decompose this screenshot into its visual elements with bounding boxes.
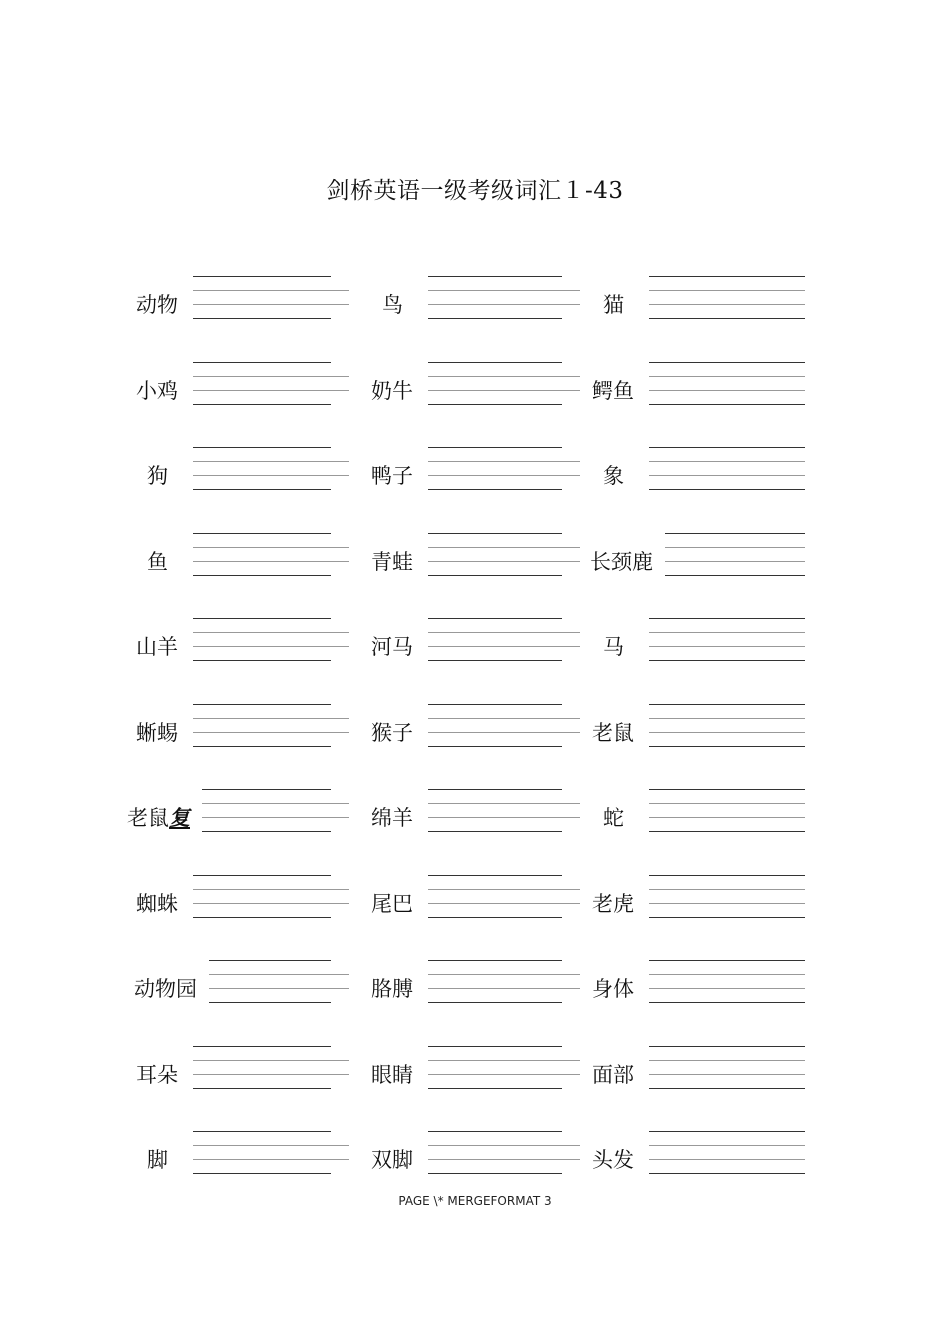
vocab-word xyxy=(371,375,413,405)
vocab-word xyxy=(592,888,634,918)
writing-line xyxy=(649,1159,805,1160)
vocab-word-text: 头发 xyxy=(592,1148,634,1172)
vocab-word-text: 山羊 xyxy=(136,635,178,659)
writing-line xyxy=(649,1046,805,1047)
writing-line xyxy=(209,1002,331,1003)
writing-line xyxy=(428,362,562,363)
vocab-word-text: 狗 xyxy=(147,464,168,488)
vocab-word-text: 蜥蜴 xyxy=(136,720,178,745)
vocab-word-text: 面部 xyxy=(592,1062,634,1087)
vocab-word xyxy=(147,546,168,576)
writing-line xyxy=(193,318,331,319)
vocab-row xyxy=(0,517,950,603)
writing-line xyxy=(428,718,580,719)
vocab-word xyxy=(592,973,634,1003)
writing-line xyxy=(428,1060,580,1061)
writing-line xyxy=(193,304,349,305)
vocab-word-text: 动物园 xyxy=(134,977,197,1001)
writing-line xyxy=(649,746,805,747)
writing-line xyxy=(193,660,331,661)
writing-line xyxy=(649,875,805,876)
writing-line xyxy=(649,988,805,989)
vocab-word xyxy=(147,1144,168,1174)
vocab-word xyxy=(592,375,634,405)
writing-line xyxy=(649,475,805,476)
vocab-word-text: 尾巴 xyxy=(371,891,413,916)
writing-line xyxy=(193,290,349,291)
vocab-word xyxy=(134,973,197,1003)
writing-line xyxy=(649,618,805,619)
writing-line xyxy=(649,917,805,918)
vocab-word-text: 长颈鹿 xyxy=(590,549,653,574)
writing-line xyxy=(649,704,805,705)
writing-line xyxy=(649,803,805,804)
writing-line xyxy=(202,817,349,818)
writing-line xyxy=(665,575,805,576)
writing-line xyxy=(202,803,349,804)
vocab-word xyxy=(371,888,413,918)
writing-line xyxy=(649,290,805,291)
writing-line xyxy=(193,547,349,548)
writing-line xyxy=(428,475,580,476)
writing-line xyxy=(428,803,580,804)
vocab-word xyxy=(136,289,178,319)
writing-line xyxy=(428,974,580,975)
writing-line xyxy=(649,1060,805,1061)
writing-line xyxy=(649,376,805,377)
writing-line xyxy=(428,1088,562,1089)
writing-line xyxy=(428,489,562,490)
vocab-word xyxy=(127,802,190,832)
writing-line xyxy=(649,646,805,647)
writing-line xyxy=(665,533,805,534)
vocab-word-text: 脚 xyxy=(147,1148,168,1172)
writing-line xyxy=(649,276,805,277)
writing-line xyxy=(193,390,349,391)
writing-line xyxy=(193,461,349,462)
writing-line xyxy=(649,1074,805,1075)
writing-line xyxy=(193,903,349,904)
writing-line xyxy=(649,489,805,490)
writing-line xyxy=(193,889,349,890)
vocab-word xyxy=(136,888,178,918)
review-mark: 复 xyxy=(169,805,190,830)
writing-line xyxy=(428,575,562,576)
vocab-word-text: 胳膊 xyxy=(371,977,413,1001)
vocab-word xyxy=(136,1059,178,1089)
vocab-word xyxy=(603,460,624,490)
vocab-word-text: 奶牛 xyxy=(371,378,413,403)
vocab-word xyxy=(136,717,178,747)
writing-line xyxy=(665,561,805,562)
writing-line xyxy=(428,618,562,619)
vocabulary-grid xyxy=(0,260,950,1201)
writing-line xyxy=(193,276,331,277)
vocab-row xyxy=(0,602,950,688)
writing-line xyxy=(649,974,805,975)
writing-line xyxy=(193,489,331,490)
vocab-word-text: 鳄鱼 xyxy=(592,378,634,403)
writing-line xyxy=(428,889,580,890)
writing-line xyxy=(428,1002,562,1003)
writing-line xyxy=(193,1173,331,1174)
writing-line xyxy=(193,362,331,363)
writing-line xyxy=(428,917,562,918)
writing-line xyxy=(649,1088,805,1089)
writing-line xyxy=(649,404,805,405)
writing-line xyxy=(428,660,562,661)
writing-line xyxy=(209,988,349,989)
writing-line xyxy=(193,1159,349,1160)
vocab-word xyxy=(592,1059,634,1089)
vocab-word-text: 绵羊 xyxy=(371,806,413,830)
writing-line xyxy=(649,831,805,832)
vocab-word xyxy=(603,631,624,661)
writing-line xyxy=(193,632,349,633)
writing-line xyxy=(193,718,349,719)
vocab-word-text: 鸭子 xyxy=(371,464,413,488)
writing-line xyxy=(649,817,805,818)
writing-line xyxy=(428,1173,562,1174)
writing-line xyxy=(193,917,331,918)
writing-line xyxy=(193,447,331,448)
writing-line xyxy=(428,646,580,647)
vocab-word xyxy=(371,631,413,661)
writing-line xyxy=(193,646,349,647)
vocab-word-text: 河马 xyxy=(371,635,413,659)
vocab-word-text: 猫 xyxy=(603,293,624,317)
vocab-word xyxy=(592,717,634,747)
page-title: 剑桥英语一级考级词汇１-43 xyxy=(326,178,624,204)
writing-line xyxy=(209,960,331,961)
writing-line xyxy=(428,276,562,277)
vocab-word-text: 马 xyxy=(603,635,624,659)
vocab-word xyxy=(590,546,653,576)
writing-line xyxy=(428,318,562,319)
writing-line xyxy=(193,618,331,619)
writing-line xyxy=(193,1074,349,1075)
writing-line xyxy=(193,575,331,576)
writing-line xyxy=(649,362,805,363)
vocab-word xyxy=(371,1059,413,1089)
writing-line xyxy=(428,447,562,448)
writing-line xyxy=(428,404,562,405)
writing-line xyxy=(649,1002,805,1003)
writing-line xyxy=(428,960,562,961)
writing-line xyxy=(649,632,805,633)
vocab-word-text: 象 xyxy=(603,464,624,488)
writing-line xyxy=(428,632,580,633)
vocab-word-text: 动物 xyxy=(136,293,178,317)
writing-line xyxy=(193,533,331,534)
vocab-row xyxy=(0,944,950,1030)
writing-line xyxy=(649,889,805,890)
vocab-word xyxy=(371,1144,413,1174)
writing-line xyxy=(428,817,580,818)
writing-line xyxy=(649,1131,805,1132)
writing-line xyxy=(649,660,805,661)
writing-line xyxy=(193,1046,331,1047)
vocab-word xyxy=(371,973,413,1003)
writing-line xyxy=(649,461,805,462)
writing-line xyxy=(428,376,580,377)
vocab-word xyxy=(603,289,624,319)
writing-line xyxy=(202,831,331,832)
writing-line xyxy=(193,475,349,476)
vocab-word-text: 小鸡 xyxy=(136,378,178,403)
writing-line xyxy=(193,561,349,562)
vocab-word xyxy=(371,717,413,747)
vocab-word-text: 双脚 xyxy=(371,1148,413,1172)
writing-line xyxy=(428,290,580,291)
writing-line xyxy=(649,903,805,904)
vocab-word xyxy=(147,460,168,490)
vocab-row xyxy=(0,431,950,517)
writing-line xyxy=(649,1173,805,1174)
vocab-word xyxy=(371,802,413,832)
writing-line xyxy=(202,789,331,790)
writing-line xyxy=(428,1074,580,1075)
writing-line xyxy=(649,390,805,391)
writing-line xyxy=(428,461,580,462)
writing-line xyxy=(649,318,805,319)
writing-line xyxy=(428,746,562,747)
writing-line xyxy=(193,875,331,876)
writing-line xyxy=(428,988,580,989)
writing-line xyxy=(193,1060,349,1061)
vocab-word-text: 青蛙 xyxy=(371,549,413,574)
vocab-word-text: 蛇 xyxy=(603,806,624,830)
writing-line xyxy=(428,789,562,790)
vocab-word xyxy=(592,1144,634,1174)
writing-line xyxy=(428,547,580,548)
vocab-word-text: 眼睛 xyxy=(371,1062,413,1087)
writing-line xyxy=(193,404,331,405)
writing-line xyxy=(428,732,580,733)
writing-line xyxy=(193,732,349,733)
writing-line xyxy=(428,533,562,534)
writing-line xyxy=(428,561,580,562)
writing-line xyxy=(649,732,805,733)
vocab-row xyxy=(0,1115,950,1201)
vocab-row xyxy=(0,260,950,346)
writing-line xyxy=(428,1131,562,1132)
vocab-word xyxy=(371,546,413,576)
writing-line xyxy=(193,1131,331,1132)
vocab-word-text: 猴子 xyxy=(371,720,413,745)
writing-line xyxy=(428,831,562,832)
writing-line xyxy=(649,304,805,305)
vocab-word-text: 鱼 xyxy=(147,549,168,574)
writing-line xyxy=(428,390,580,391)
writing-line xyxy=(428,304,580,305)
writing-line xyxy=(193,746,331,747)
writing-line xyxy=(428,903,580,904)
vocab-word-text: 老鼠 xyxy=(592,720,634,745)
writing-line xyxy=(193,376,349,377)
writing-line xyxy=(649,447,805,448)
writing-line xyxy=(428,1046,562,1047)
writing-line xyxy=(428,1159,580,1160)
writing-line xyxy=(649,960,805,961)
vocab-word-text: 鸟 xyxy=(382,293,403,317)
vocab-word-text: 耳朵 xyxy=(136,1062,178,1087)
vocab-row xyxy=(0,859,950,945)
vocab-word xyxy=(136,375,178,405)
writing-line xyxy=(428,704,562,705)
vocab-row xyxy=(0,346,950,432)
vocab-word xyxy=(371,460,413,490)
vocab-row xyxy=(0,1030,950,1116)
writing-line xyxy=(193,1088,331,1089)
page-footer: PAGE \* MERGEFORMAT 3 xyxy=(398,1194,552,1208)
vocab-word xyxy=(603,802,624,832)
vocab-word-text: 蜘蛛 xyxy=(136,891,178,916)
writing-line xyxy=(193,1145,349,1146)
writing-line xyxy=(649,718,805,719)
writing-line xyxy=(428,1145,580,1146)
vocab-word xyxy=(136,631,178,661)
vocab-word xyxy=(382,289,403,319)
writing-line xyxy=(649,789,805,790)
writing-line xyxy=(428,875,562,876)
writing-line xyxy=(193,704,331,705)
vocab-row xyxy=(0,773,950,859)
vocab-word-text: 老虎 xyxy=(592,891,634,916)
vocab-word-text: 身体 xyxy=(592,977,634,1001)
writing-line xyxy=(665,547,805,548)
writing-line xyxy=(649,1145,805,1146)
vocab-row xyxy=(0,688,950,774)
writing-line xyxy=(209,974,349,975)
vocab-word-text: 老鼠 xyxy=(127,806,169,830)
